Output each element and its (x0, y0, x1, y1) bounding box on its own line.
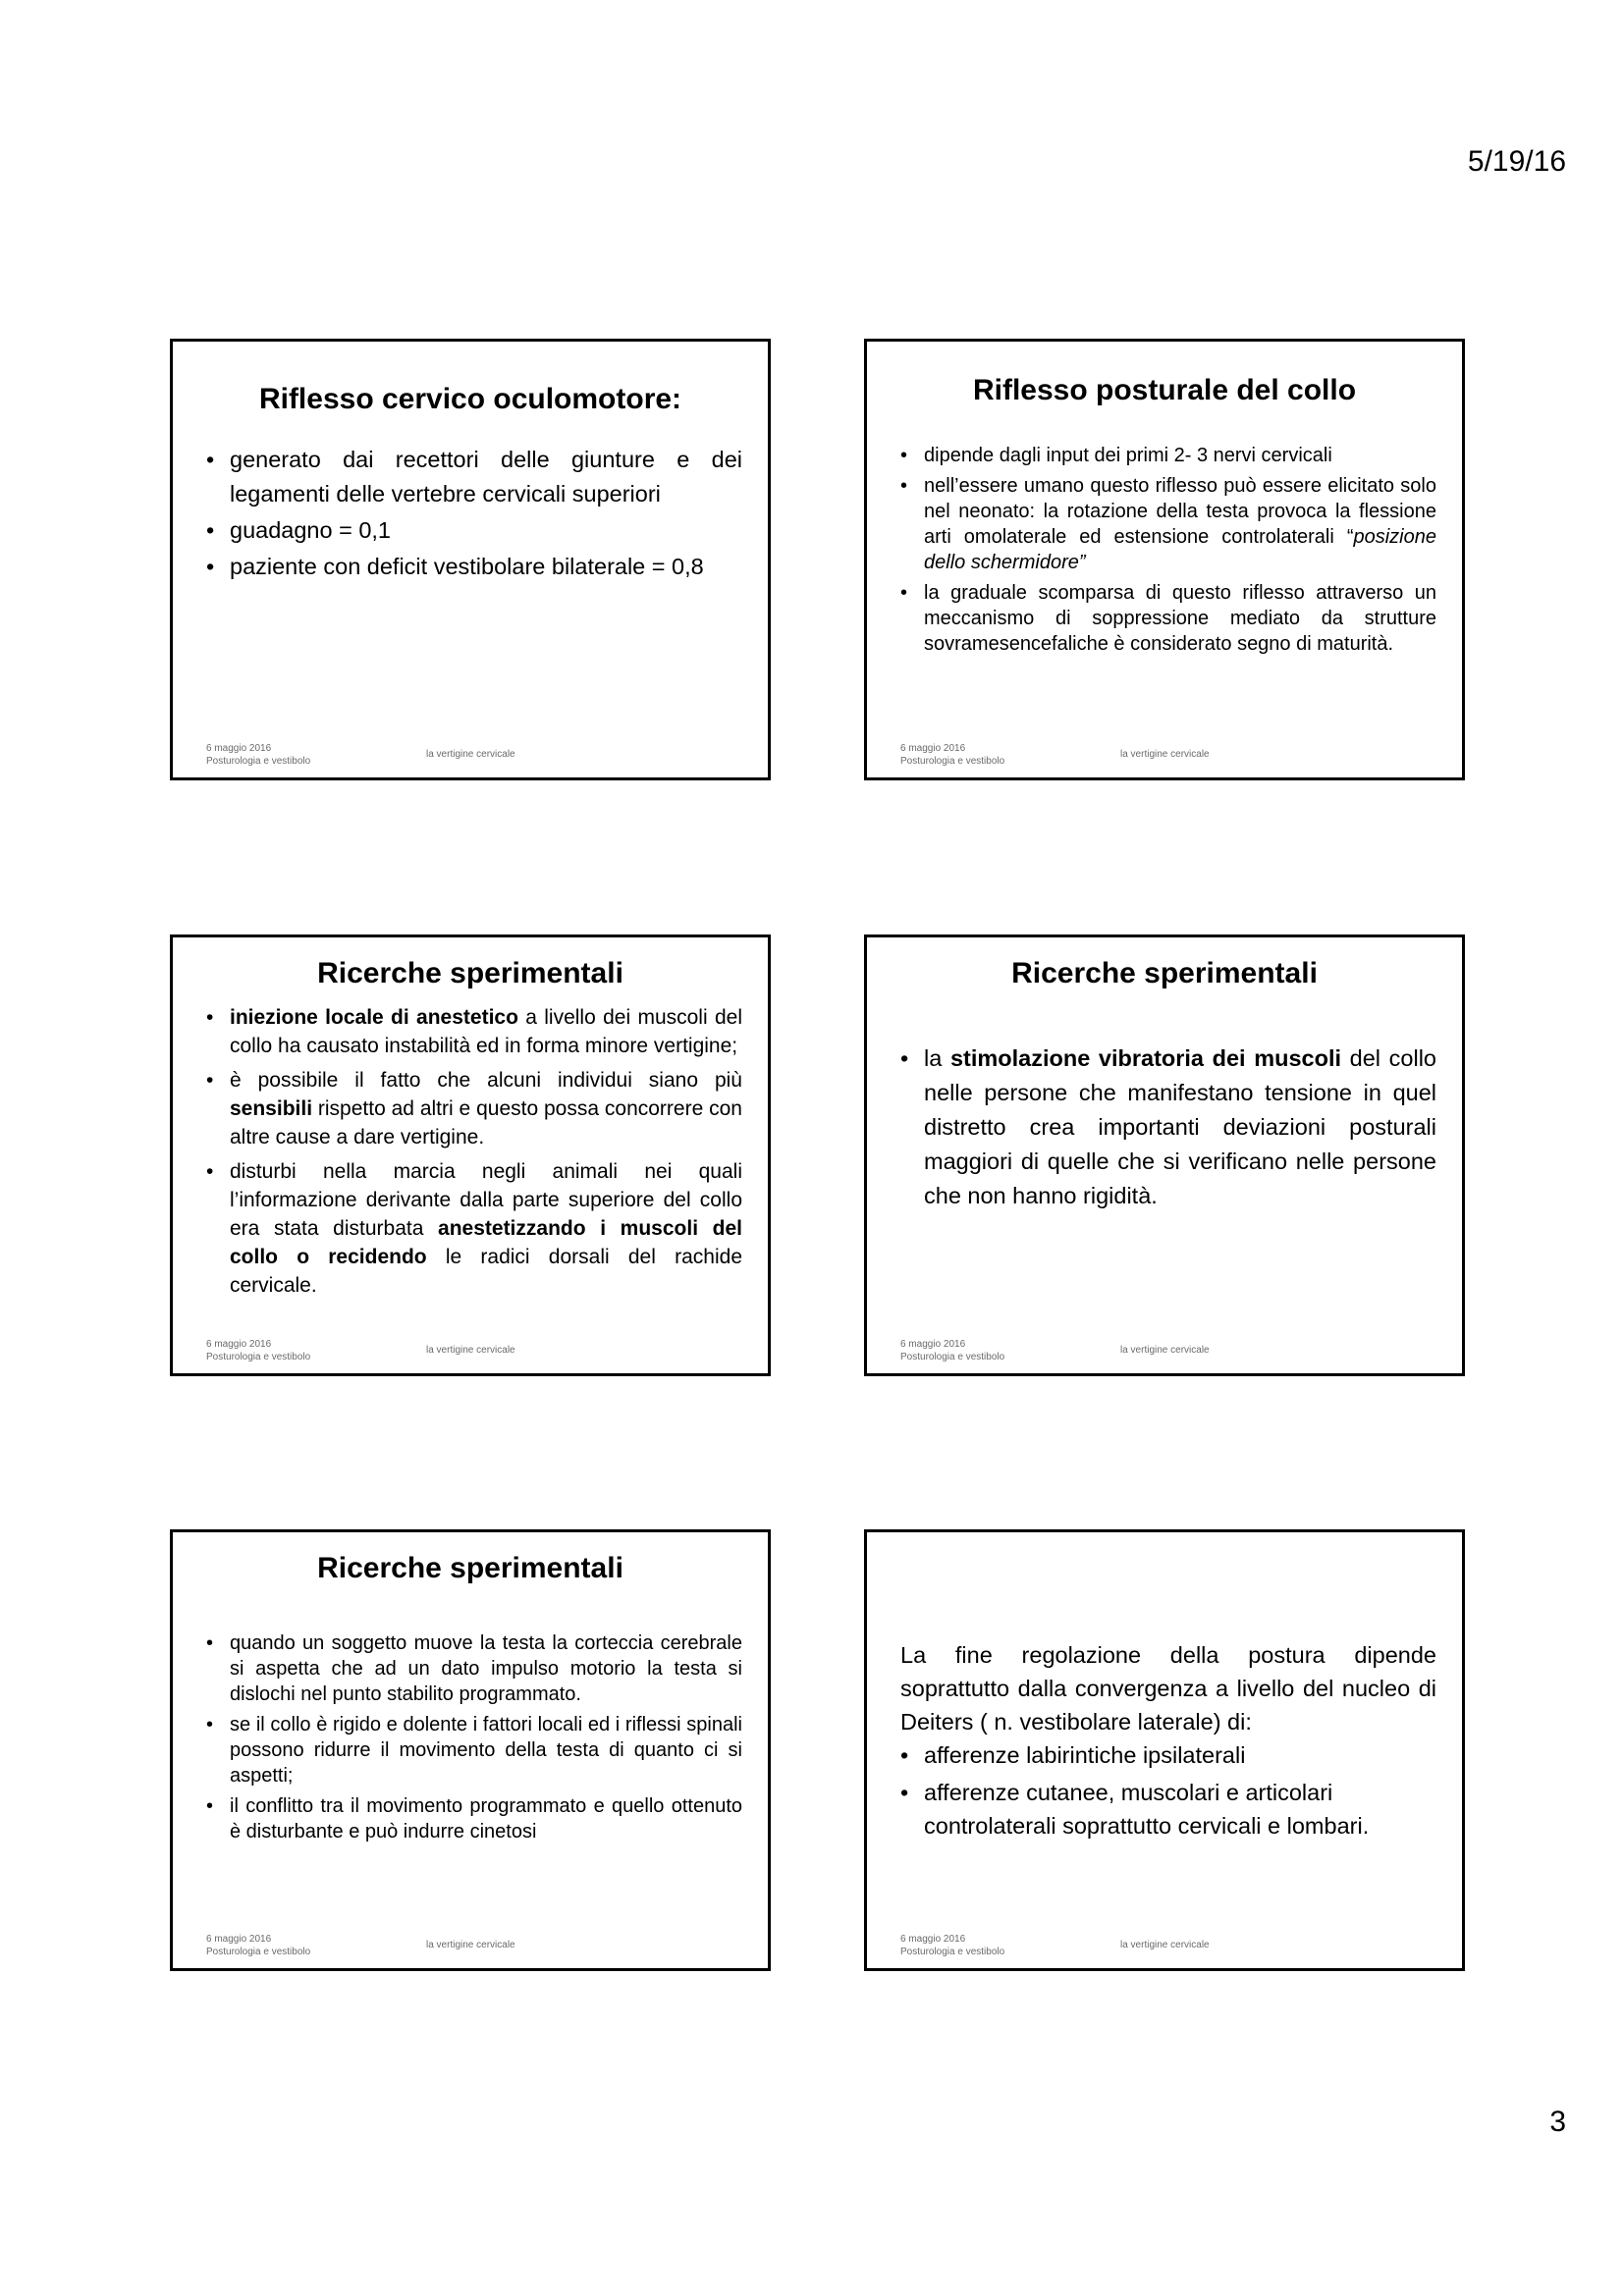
slide-4 (864, 934, 1465, 1376)
footer-topic: la vertigine cervicale (426, 1940, 515, 1950)
slide-bullets (206, 1630, 742, 1849)
bullet-item: • se il collo è rigido e dolente i fattori locali ed i riflessi spinali possono ridurre il movimento della testa di quanto ci si aspetti; (206, 1712, 742, 1789)
bullet-text: disturbi nella marcia negli animali nei quali l’informazione derivante dalla parte superiore del collo era stata disturbata (230, 1160, 742, 1240)
footer-date (206, 1338, 310, 1363)
footer-course-line: Posturologia e vestibolo (900, 756, 1005, 767)
footer-topic: la vertigine cervicale (1120, 1940, 1210, 1950)
slide-intro: La fine regolazione della postura dipende soprattutto dalla convergenza a livello del nucleo di Deiters ( n. vestibolare laterale) di: (900, 1642, 1436, 1735)
slide-bullets (206, 443, 742, 586)
page-date: 5/19/16 (1467, 145, 1566, 178)
slide-bullets (900, 1041, 1436, 1215)
bullet-item: • afferenze cutanee, muscolari e articolari controlaterali soprattutto cervicali e lombari. (900, 1776, 1436, 1842)
bullet-text-bold: iniezione locale di anestetico (230, 1006, 518, 1029)
bullet-item: • dipende dagli input dei primi 2- 3 nervi cervicali (900, 443, 1436, 468)
bullet-text: le radici dorsali del rachide cervicale. (230, 1246, 742, 1297)
footer-topic: la vertigine cervicale (1120, 1345, 1210, 1356)
bullet-text: a livello dei muscoli del collo ha causato instabilità ed in forma minore vertigine; (230, 1006, 742, 1057)
footer-course-line: Posturologia e vestibolo (900, 1352, 1005, 1362)
slide-title: Ricerche sperimentali (317, 1552, 623, 1584)
footer-date (206, 742, 310, 768)
bullet-text: nell’essere umano questo riflesso può essere elicitato solo nel neonato: la rotazione della testa provoca la flessione arti omolaterale ed estensione controlaterali “ (924, 475, 1436, 548)
bullet-item: • quando un soggetto muove la testa la corteccia cerebrale si aspetta che ad un dato impulso motorio la testa si dislochi nel punto stabilito programmato. (206, 1630, 742, 1707)
footer-topic: la vertigine cervicale (426, 1345, 515, 1356)
slide-bullets (900, 443, 1436, 662)
footer-course-line: Posturologia e vestibolo (206, 756, 311, 767)
slide-title: Ricerche sperimentali (317, 957, 623, 989)
slide-title: Riflesso cervico oculomotore: (258, 383, 682, 415)
slide-title: Ricerche sperimentali (1011, 957, 1318, 989)
footer-date-line: 6 maggio 2016 (206, 743, 272, 754)
footer-date (206, 1933, 310, 1958)
bullet-text: è possibile il fatto che alcuni individui siano più (230, 1069, 742, 1092)
bullet-text-bold: sensibili (230, 1097, 313, 1120)
footer-date-line: 6 maggio 2016 (900, 1339, 966, 1350)
bullet-text-bold: anestetizzando i muscoli del collo o recidendo (230, 1217, 743, 1268)
slide-title: Riflesso posturale del collo (972, 374, 1357, 406)
footer-date (900, 742, 1004, 768)
bullet-text-bold: stimolazione vibratoria dei muscoli (949, 1045, 1342, 1071)
footer-course-line: Posturologia e vestibolo (900, 1947, 1005, 1957)
slide-bullets (900, 1738, 1436, 1844)
footer-date (900, 1933, 1004, 1958)
bullet-text-italic: posizione dello schermidore” (924, 526, 1436, 573)
footer-date-line: 6 maggio 2016 (206, 1339, 272, 1350)
footer-course-line: Posturologia e vestibolo (206, 1947, 311, 1957)
slide-bullets (206, 1003, 742, 1306)
footer-course-line: Posturologia e vestibolo (206, 1352, 311, 1362)
slide-2 (864, 339, 1465, 780)
slide-3 (170, 934, 771, 1376)
footer-date (900, 1338, 1004, 1363)
bullet-item (206, 1003, 742, 1060)
bullet-text: del collo nelle persone che manifestano tensione in quel distretto crea importanti deviazioni posturali maggiori di quelle che si verificano nelle persone che non hanno rigidità. (924, 1045, 1436, 1208)
slide-5 (170, 1529, 771, 1971)
bullet-text: rispetto ad altri e questo possa concorrere con altre cause a dare vertigine. (230, 1097, 742, 1148)
bullet-item: • generato dai recettori delle giunture e dei legamenti delle vertebre cervicali superiori (206, 443, 742, 511)
bullet-item: • afferenze labirintiche ipsilaterali (900, 1738, 1436, 1772)
bullet-item (900, 473, 1436, 575)
footer-date-line: 6 maggio 2016 (900, 1934, 966, 1945)
bullet-text: la (924, 1045, 950, 1071)
footer-topic: la vertigine cervicale (1120, 749, 1210, 760)
bullet-item (206, 1066, 742, 1151)
slide-6 (864, 1529, 1465, 1971)
page-number: 3 (1549, 2106, 1566, 2138)
bullet-item: • la graduale scomparsa di questo riflesso attraverso un meccanismo di soppressione mediato da strutture sovramesencefaliche è considerato segno di maturità. (900, 580, 1436, 657)
bullet-item (206, 1157, 742, 1300)
footer-date-line: 6 maggio 2016 (900, 743, 966, 754)
slide-1 (170, 339, 771, 780)
bullet-item: • paziente con deficit vestibolare bilaterale = 0,8 (206, 550, 742, 584)
bullet-item: • guadagno = 0,1 (206, 513, 742, 548)
bullet-item (900, 1041, 1436, 1213)
footer-topic: la vertigine cervicale (426, 749, 515, 760)
footer-date-line: 6 maggio 2016 (206, 1934, 272, 1945)
bullet-item: • il conflitto tra il movimento programmato e quello ottenuto è disturbante e può indurre cinetosi (206, 1793, 742, 1844)
